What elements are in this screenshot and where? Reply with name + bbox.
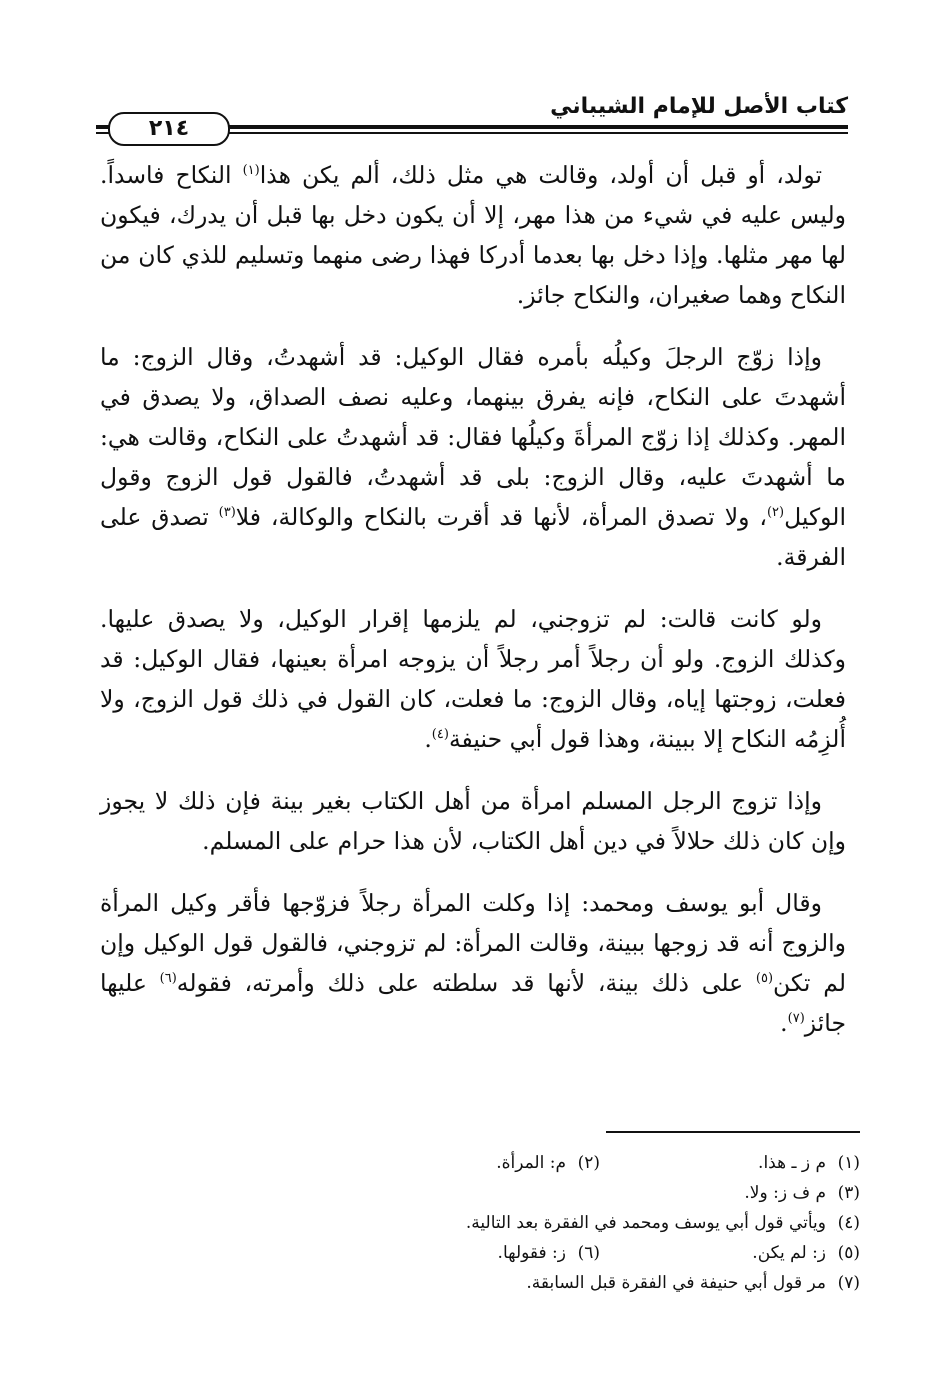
footnote-item	[600, 1238, 860, 1268]
paragraph-text: وقال أبو يوسف ومحمد: إذا وكلت المرأة رجلاً فزوّجها فأقر وكيل المرأة والزوج أنه قد زوجها ببينة، وقالت المرأة: لم تزوجني، فالقول قول الوكيل وإن لم تكن	[100, 889, 846, 997]
footnote-text: ز: فقولها.	[497, 1243, 566, 1263]
footnote-reference: (٢)	[766, 505, 785, 521]
page-number: ٢١٤	[108, 112, 230, 146]
footnote-number: (٦)	[577, 1243, 600, 1263]
footnote-reference: (٤)	[431, 727, 449, 743]
footnote-item	[526, 1268, 860, 1298]
paragraph	[100, 781, 846, 861]
footnote-item	[340, 1238, 600, 1268]
paragraph-text: وإذا زوّج الرجلَ وكيلُه بأمره فقال الوكيل: قد أشهدتُ، وقال الزوج: ما أشهدتَ على النكاح، فإنه يفرق بينهما، وعليه نصف الصداق، ولا يصدق في المهر. وكذلك إذا زوّج المرأةَ وكيلُها فقال: قد أشهدتُ على النكاح، وقالت هي: ما أشهدتَ عليه، وقال الزوج: بلى قد أشهدتُ، فالقول قول الزوج وقول الوكيل	[100, 343, 846, 531]
footnote-number: (٤)	[837, 1213, 860, 1233]
paragraph-text: ، ولا تصدق المرأة، لأنها قد أقرت بالنكاح والوكالة، فلا	[235, 503, 767, 531]
footnote-number: (٢)	[577, 1153, 600, 1173]
paragraph-text: عليها جائز	[100, 969, 846, 1037]
footnote-item	[600, 1148, 860, 1178]
paragraph-text: تصدق على الفرقة.	[100, 503, 846, 571]
paragraph-text: .	[780, 1009, 788, 1037]
footnote-separator	[606, 1131, 860, 1133]
page-header	[96, 88, 848, 148]
paragraph-text: وإذا تزوج الرجل المسلم امرأة من أهل الكتاب بغير بينة فإن ذلك لا يجوز وإن كان ذلك حلالاً في دين أهل الكتاب، لأن هذا حرام على المسلم.	[100, 787, 846, 855]
footnote-reference: (٧)	[787, 1011, 805, 1027]
paragraph-text: .	[424, 725, 432, 753]
paragraph	[100, 155, 846, 315]
footnote-row	[300, 1178, 860, 1208]
main-text	[100, 155, 846, 1065]
footnote-item	[466, 1208, 860, 1238]
paragraph-text: تولد، أو قبل أن أولد، وقالت هي مثل ذلك، ألم يكن هذا	[259, 161, 822, 189]
footnote-number: (٣)	[837, 1183, 860, 1203]
footnote-reference: (٣)	[218, 505, 236, 521]
paragraph-text: النكاح فاسداً. وليس عليه في شيء من هذا مهر، إلا أن يكون دخل بها قبل أن يدرك، فيكون لها مهر مثلها. وإذا دخل بها بعدما أدركا فهذا رضى منهما وتسليم للذي كان من النكاح وهما صغيران، والنكاح جائز.	[100, 161, 846, 309]
running-title: كتاب الأصل للإمام الشيباني	[550, 94, 848, 119]
paragraph-text: على ذلك بينة، لأنها قد سلطته على ذلك وأمرته، فقوله	[176, 969, 756, 997]
footnote-reference: (٥)	[755, 971, 774, 987]
footnote-item	[744, 1178, 860, 1208]
footnote-reference: (٦)	[159, 971, 177, 987]
footnote-row	[300, 1238, 860, 1268]
footnote-text: مر قول أبي حنيفة في الفقرة قبل السابقة.	[526, 1273, 826, 1293]
paragraph	[100, 599, 846, 759]
footnote-number: (٧)	[837, 1273, 860, 1293]
footnote-text: م ز ـ هذا.	[758, 1153, 826, 1173]
footnote-text: ز: لم يكن.	[752, 1243, 826, 1263]
footnote-item	[340, 1148, 600, 1178]
paragraph	[100, 337, 846, 577]
footnote-row	[300, 1268, 860, 1298]
footnote-reference: (١)	[242, 163, 260, 179]
footnote-text: م ف ز: ولا.	[744, 1183, 826, 1203]
footnote-text: م: المرأة.	[496, 1153, 566, 1173]
footnote-row	[300, 1148, 860, 1178]
footnote-text: ويأتي قول أبي يوسف ومحمد في الفقرة بعد التالية.	[465, 1213, 826, 1233]
footnote-number: (٥)	[837, 1243, 860, 1263]
paragraph	[100, 883, 846, 1043]
footnotes	[300, 1148, 860, 1298]
footnote-row	[300, 1208, 860, 1238]
paragraph-text: ولو كانت قالت: لم تزوجني، لم يلزمها إقرار الوكيل، ولا يصدق عليها. وكذلك الزوج. ولو أن رجلاً أمر رجلاً أن يزوجه امرأة بعينها، فقال الوكيل: قد فعلت، زوجتها إياه، وقال الزوج: ما فعلت، كان القول في ذلك قول الزوج، ولا أُلزِمُه النكاح إلا ببينة، وهذا قول أبي حنيفة	[100, 605, 846, 753]
footnote-number: (١)	[837, 1153, 860, 1173]
